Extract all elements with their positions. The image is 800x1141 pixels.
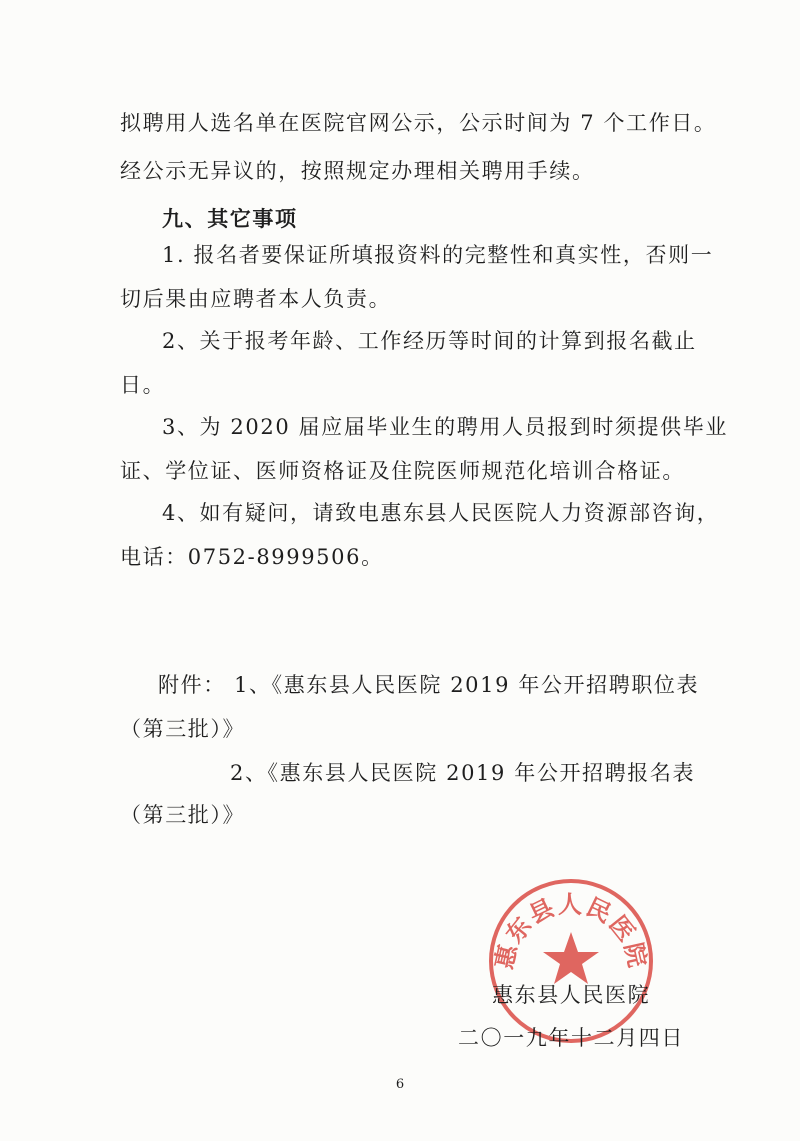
item-3-line-1: 3、为 2020 届应届毕业生的聘用人员报到时须提供毕业	[162, 415, 728, 439]
intro-line-1: 拟聘用人选名单在医院官网公示，公示时间为 7 个工作日。	[120, 111, 717, 135]
item-1-line-2: 切后果由应聘者本人负责。	[120, 287, 392, 311]
seal-text: 惠东县人民医院	[489, 889, 653, 972]
item-2-line-1: 2、关于报考年龄、工作经历等时间的计算到报名截止	[162, 329, 697, 353]
item-2-line-2: 日。	[120, 373, 166, 397]
item-3-line-2: 证、学位证、医师资格证及住院医师规范化培训合格证。	[120, 459, 685, 483]
page-number: 6	[395, 1077, 405, 1092]
section-heading: 九、其它事项	[162, 206, 298, 231]
official-seal-icon	[486, 876, 656, 1046]
item-4-line-1: 4、如有疑问，请致电惠东县人民医院人力资源部咨询，	[162, 501, 720, 525]
signature-organization: 惠东县人民医院	[492, 983, 651, 1007]
attachment-line-3: 2、《惠东县人民医院 2019 年公开招聘报名表	[230, 761, 696, 785]
signature-date: 二〇一九年十二月四日	[458, 1026, 684, 1050]
item-1-line-1: 1. 报名者要保证所填报资料的完整性和真实性，否则一	[162, 243, 714, 267]
item-4-line-2: 电话：0752-8999506。	[120, 545, 384, 569]
attachment-line-4: （第三批）》	[120, 803, 246, 827]
attachment-line-2: （第三批）》	[120, 717, 246, 741]
attachment-line-1: 附件： 1、《惠东县人民医院 2019 年公开招聘职位表	[158, 673, 700, 697]
intro-line-2: 经公示无异议的，按照规定办理相关聘用手续。	[120, 159, 595, 183]
